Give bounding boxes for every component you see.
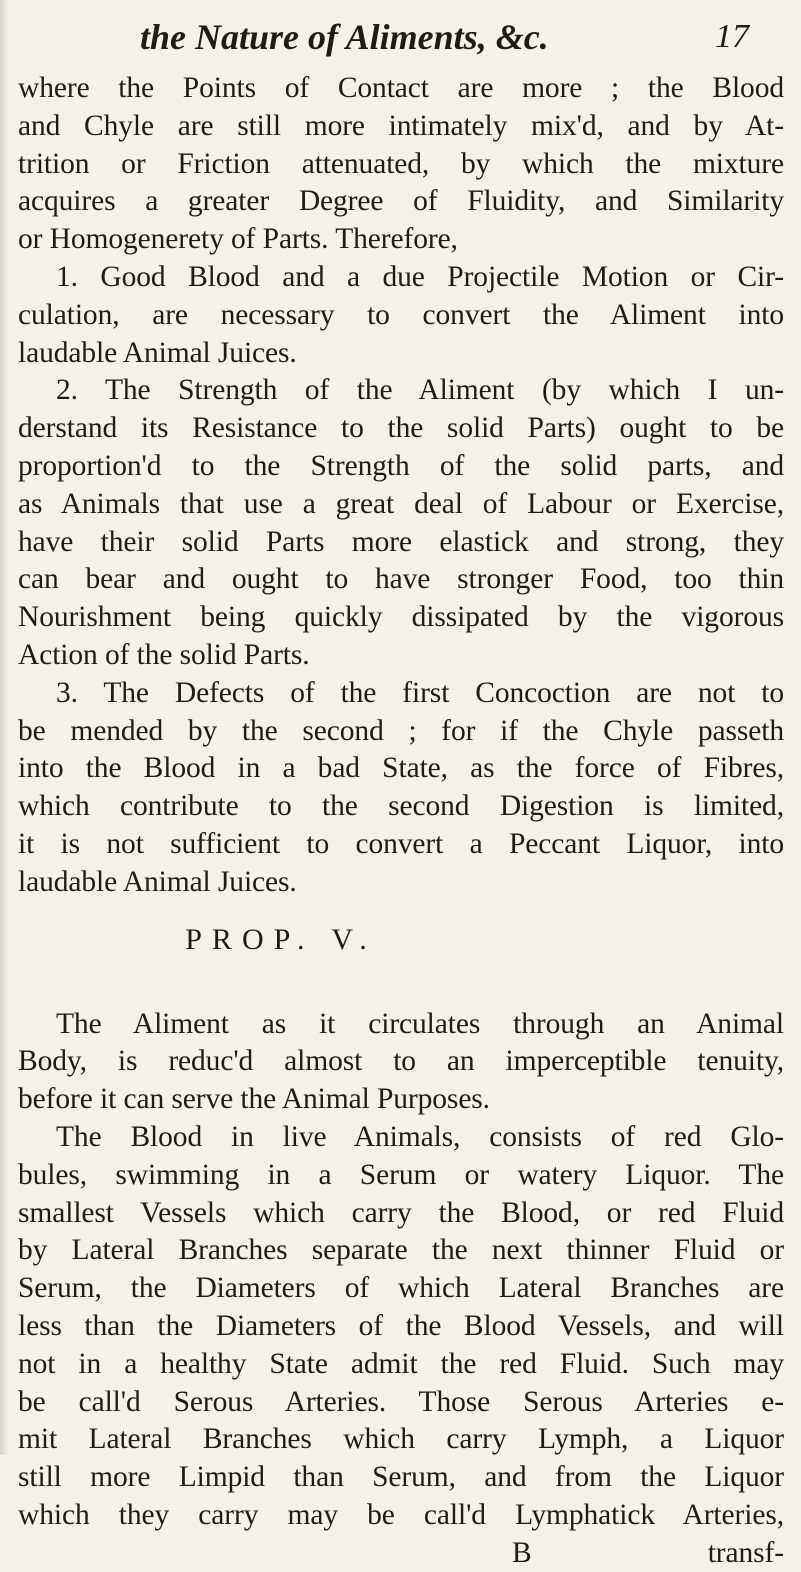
text-line: where the Points of Contact are more ; the Blood: [18, 72, 784, 104]
text-line: The Blood in live Animals, consists of red Glo-: [56, 1120, 784, 1153]
paragraph-1: [18, 70, 784, 259]
text-line: it is not sufficient to convert a Peccant Liquor, into: [18, 827, 784, 860]
text-line: laudable Animal Juices.: [18, 336, 297, 369]
page-gutter-shadow: [0, 0, 8, 1455]
text-line: Serum, the Diameters of which Lateral Branches are: [18, 1272, 784, 1305]
text-line: The Aliment as it circulates through an Animal: [56, 1007, 784, 1040]
text-line: be call'd Serous Arteries. Those Serous Arteries e-: [18, 1385, 784, 1418]
text-line: can bear and ought to have stronger Food, too thin: [18, 563, 784, 596]
text-line: which they carry may be call'd Lymphatick Arteries,: [18, 1498, 784, 1531]
text-line: proportion'd to the Strength of the solid parts, and: [18, 449, 784, 482]
page-number: 17: [715, 18, 749, 55]
text-line: as Animals that use a great deal of Labour or Exercise,: [18, 487, 784, 520]
paragraph-blood: [18, 1119, 784, 1535]
text-line: Action of the solid Parts.: [18, 638, 310, 671]
text-line: culation, are necessary to convert the Aliment into: [18, 298, 784, 331]
text-line: be mended by the second ; for if the Chyle passeth: [18, 714, 784, 747]
numbered-item-2: [18, 372, 784, 674]
text-line: less than the Diameters of the Blood Vessels, and will: [18, 1309, 784, 1342]
body-text: [18, 70, 784, 1572]
signature-mark: B: [512, 1536, 532, 1569]
page-footer: [18, 1535, 784, 1572]
catchword: transf-: [707, 1536, 784, 1569]
text-line: still more Limpid than Serum, and from the Liquor: [18, 1461, 784, 1494]
proposition-statement: [18, 1006, 784, 1119]
text-line: by Lateral Branches separate the next thinner Fluid or: [18, 1234, 784, 1267]
text-line: not in a healthy State admit the red Fluid. Such may: [18, 1347, 784, 1380]
section-gap: [18, 978, 784, 1006]
text-line: have their solid Parts more elastick and strong, they: [18, 525, 784, 558]
text-line: bules, swimming in a Serum or watery Liquor. The: [18, 1158, 784, 1191]
text-line: 1. Good Blood and a due Projectile Motion or Cir-: [56, 260, 784, 293]
text-line: trition or Friction attenuated, by which the mixture: [18, 147, 784, 180]
text-line: mit Lateral Branches which carry Lymph, a Liquor: [18, 1423, 784, 1456]
text-line: or Homogenerety of Parts. Therefore,: [18, 223, 458, 256]
text-line: 2. The Strength of the Aliment (by which I un-: [56, 374, 784, 407]
running-header: [0, 16, 801, 68]
text-line: and Chyle are still more intimately mix'd, and by At-: [18, 109, 784, 142]
text-line: before it can serve the Animal Purposes.: [18, 1083, 490, 1116]
running-title: the Nature of Aliments, &c.: [140, 17, 549, 57]
text-line: Body, is reduc'd almost to an imperceptible tenuity,: [18, 1045, 784, 1078]
text-line: laudable Animal Juices.: [18, 865, 297, 898]
text-line: smallest Vessels which carry the Blood, or red Fluid: [18, 1196, 784, 1229]
numbered-item-3: [18, 675, 784, 902]
text-line: into the Blood in a bad State, as the force of Fibres,: [18, 752, 784, 785]
text-line: acquires a greater Degree of Fluidity, and Similarity: [18, 185, 784, 218]
text-line: derstand its Resistance to the solid Parts) ought to be: [18, 412, 784, 445]
text-line: which contribute to the second Digestion is limited,: [18, 790, 784, 823]
numbered-item-1: [18, 259, 784, 372]
text-line: 3. The Defects of the first Concoction are not to: [56, 676, 784, 709]
prop-heading: PROP. V.: [185, 922, 377, 956]
text-line: Nourishment being quickly dissipated by the vigorous: [18, 601, 784, 634]
